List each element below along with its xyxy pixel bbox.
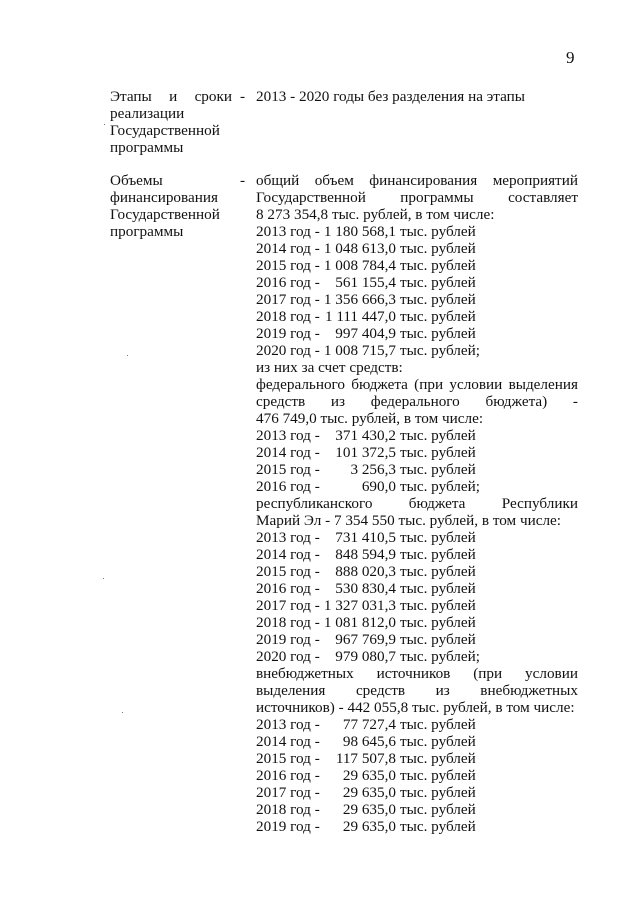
year-label: 2013 год - bbox=[256, 427, 320, 444]
year-row bbox=[256, 427, 476, 444]
extrabudgetary-word: (при bbox=[473, 665, 503, 682]
financing-label-line-4: программы bbox=[110, 223, 184, 240]
year-unit: тыс. рублей bbox=[400, 597, 476, 614]
year-amount: 29 635,0 bbox=[342, 818, 396, 835]
year-label: 2018 год - bbox=[256, 614, 320, 631]
year-unit: тыс. рублей bbox=[400, 818, 476, 835]
year-unit: тыс. рублей; bbox=[400, 342, 480, 359]
federal-line-1 bbox=[256, 376, 578, 393]
extrabudgetary-word: внебюджетных bbox=[480, 682, 578, 699]
financing-intro-line-3: 8 273 354,8 тыс. рублей, в том числе: bbox=[256, 206, 495, 223]
federal-word: условии bbox=[449, 376, 503, 393]
year-unit: тыс. рублей bbox=[400, 461, 476, 478]
year-row bbox=[256, 291, 476, 308]
year-row bbox=[256, 597, 476, 614]
year-row bbox=[256, 546, 476, 563]
intro-word: мероприятий bbox=[492, 172, 578, 189]
year-amount: 77 727,4 bbox=[342, 716, 396, 733]
year-amount: 1 081 812,0 bbox=[323, 614, 396, 631]
year-label: 2016 год - bbox=[256, 274, 320, 291]
year-row bbox=[256, 801, 476, 818]
year-label: 2017 год - bbox=[256, 784, 320, 801]
year-label: 2013 год - bbox=[256, 716, 320, 733]
extrabudgetary-word: выделения bbox=[256, 682, 326, 699]
year-unit: тыс. рублей bbox=[400, 733, 476, 750]
year-amount: 117 507,8 bbox=[335, 750, 396, 767]
year-row bbox=[256, 631, 476, 648]
page-number: 9 bbox=[566, 48, 575, 67]
year-row bbox=[256, 818, 476, 835]
year-row bbox=[256, 444, 476, 461]
year-label: 2016 год - bbox=[256, 478, 320, 495]
year-unit: тыс. рублей bbox=[400, 631, 476, 648]
year-row bbox=[256, 461, 476, 478]
year-label: 2015 год - bbox=[256, 750, 320, 767]
year-label: 2018 год - bbox=[256, 308, 320, 325]
year-row bbox=[256, 342, 480, 359]
extrabudgetary-word: из bbox=[435, 682, 450, 699]
stages-label-word: Этапы bbox=[110, 88, 152, 105]
year-row bbox=[256, 529, 476, 546]
year-row bbox=[256, 478, 480, 495]
year-row bbox=[256, 223, 476, 240]
federal-word: (при bbox=[414, 376, 444, 393]
year-row bbox=[256, 580, 476, 597]
year-label: 2013 год - bbox=[256, 223, 320, 240]
extrabudgetary-line-3: источников) - 442 055,8 тыс. рублей, в том числе: bbox=[256, 699, 575, 716]
year-label: 2015 год - bbox=[256, 257, 320, 274]
year-row bbox=[256, 614, 476, 631]
year-amount: 29 635,0 bbox=[342, 801, 396, 818]
year-unit: тыс. рублей bbox=[400, 529, 476, 546]
sources-intro: из них за счет средств: bbox=[256, 359, 403, 376]
year-unit: тыс. рублей bbox=[400, 223, 476, 240]
year-amount: 888 020,3 bbox=[335, 563, 396, 580]
year-unit: тыс. рублей bbox=[400, 784, 476, 801]
year-row bbox=[256, 240, 476, 257]
year-amount: 1 048 613,0 bbox=[323, 240, 396, 257]
federal-word: выделения bbox=[508, 376, 578, 393]
year-amount: 979 080,7 bbox=[335, 648, 396, 665]
year-label: 2018 год - bbox=[256, 801, 320, 818]
year-amount: 561 155,4 bbox=[335, 274, 396, 291]
year-row bbox=[256, 274, 476, 291]
intro-word: объем bbox=[314, 172, 354, 189]
year-row bbox=[256, 325, 476, 342]
financing-label-line-3: Государственной bbox=[110, 206, 220, 223]
extrabudgetary-word: условии bbox=[525, 665, 578, 682]
year-label: 2014 год - bbox=[256, 240, 320, 257]
year-amount: 1 327 031,3 bbox=[323, 597, 396, 614]
year-amount: 1 111 447,0 bbox=[324, 308, 396, 325]
financing-intro-line-1 bbox=[256, 172, 578, 189]
year-row bbox=[256, 648, 480, 665]
year-label: 2015 год - bbox=[256, 461, 320, 478]
federal-word: бюджета) bbox=[485, 393, 548, 410]
extrabudgetary-word: внебюджетных bbox=[256, 665, 354, 682]
year-unit: тыс. рублей bbox=[400, 308, 476, 325]
intro-word: финансирования bbox=[369, 172, 478, 189]
year-label: 2015 год - bbox=[256, 563, 320, 580]
year-amount: 29 635,0 bbox=[342, 784, 396, 801]
year-amount: 101 372,5 bbox=[335, 444, 396, 461]
year-label: 2016 год - bbox=[256, 767, 320, 784]
scan-speck bbox=[122, 712, 123, 713]
year-amount: 967 769,9 bbox=[335, 631, 396, 648]
year-row bbox=[256, 716, 476, 733]
year-amount: 1 356 666,3 bbox=[323, 291, 396, 308]
republican-word: республиканского bbox=[256, 495, 373, 512]
year-label: 2014 год - bbox=[256, 444, 320, 461]
federal-line-3: 476 749,0 тыс. рублей, в том числе: bbox=[256, 410, 484, 427]
republican-line-1 bbox=[256, 495, 578, 512]
year-unit: тыс. рублей bbox=[400, 750, 476, 767]
year-amount: 29 635,0 bbox=[342, 767, 396, 784]
intro-word: программы bbox=[400, 189, 474, 206]
scan-speck bbox=[103, 578, 104, 579]
republican-word: Республики bbox=[501, 495, 578, 512]
federal-word: из bbox=[330, 393, 346, 410]
year-unit: тыс. рублей bbox=[400, 257, 476, 274]
year-label: 2016 год - bbox=[256, 580, 320, 597]
extrabudgetary-line-1 bbox=[256, 665, 578, 682]
year-unit: тыс. рублей bbox=[400, 614, 476, 631]
year-unit: тыс. рублей bbox=[400, 427, 476, 444]
year-unit: тыс. рублей bbox=[400, 580, 476, 597]
federal-word: бюджета bbox=[351, 376, 408, 393]
year-label: 2013 год - bbox=[256, 529, 320, 546]
year-unit: тыс. рублей bbox=[400, 240, 476, 257]
year-unit: тыс. рублей bbox=[400, 291, 476, 308]
year-unit: тыс. рублей bbox=[400, 801, 476, 818]
year-amount: 690,0 bbox=[361, 478, 396, 495]
year-row bbox=[256, 308, 476, 325]
year-amount: 1 180 568,1 bbox=[323, 223, 396, 240]
year-label: 2020 год - bbox=[256, 648, 320, 665]
financing-label-line-1: Объемы bbox=[110, 172, 163, 189]
year-row bbox=[256, 784, 476, 801]
year-unit: тыс. рублей bbox=[400, 325, 476, 342]
stages-label-line-4: программы bbox=[110, 139, 184, 156]
scan-speck bbox=[104, 124, 105, 125]
year-label: 2017 год - bbox=[256, 597, 320, 614]
year-row bbox=[256, 257, 476, 274]
year-amount: 3 256,3 bbox=[350, 461, 396, 478]
year-label: 2014 год - bbox=[256, 733, 320, 750]
extrabudgetary-word: источников bbox=[376, 665, 451, 682]
year-amount: 1 008 715,7 bbox=[323, 342, 396, 359]
year-label: 2019 год - bbox=[256, 818, 320, 835]
year-label: 2019 год - bbox=[256, 325, 320, 342]
federal-word: федерального bbox=[370, 393, 460, 410]
year-amount: 98 645,6 bbox=[342, 733, 396, 750]
intro-word: составляет bbox=[508, 189, 578, 206]
republican-word: бюджета bbox=[408, 495, 466, 512]
year-unit: тыс. рублей bbox=[400, 767, 476, 784]
year-unit: тыс. рублей; bbox=[400, 648, 480, 665]
year-unit: тыс. рублей bbox=[400, 274, 476, 291]
year-amount: 371 430,2 bbox=[335, 427, 396, 444]
stages-label-word: и bbox=[169, 88, 178, 105]
extrabudgetary-word: средств bbox=[355, 682, 406, 699]
federal-word: федерального bbox=[256, 376, 345, 393]
year-label: 2014 год - bbox=[256, 546, 320, 563]
year-row bbox=[256, 733, 476, 750]
year-row bbox=[256, 750, 476, 767]
stages-label-line-2: реализации bbox=[110, 105, 185, 122]
federal-line-2 bbox=[256, 393, 578, 410]
year-label: 2019 год - bbox=[256, 631, 320, 648]
financing-dash: - bbox=[240, 172, 246, 189]
stages-value: 2013 - 2020 годы без разделения на этапы bbox=[256, 88, 525, 105]
year-unit: тыс. рублей; bbox=[400, 478, 480, 495]
year-row bbox=[256, 563, 476, 580]
year-amount: 997 404,9 bbox=[335, 325, 396, 342]
scan-speck bbox=[127, 355, 128, 356]
year-row bbox=[256, 767, 476, 784]
year-unit: тыс. рублей bbox=[400, 546, 476, 563]
stages-label-word: сроки bbox=[194, 88, 232, 105]
financing-intro-line-2 bbox=[256, 189, 578, 206]
intro-word: Государственной bbox=[256, 189, 366, 206]
year-amount: 731 410,5 bbox=[335, 529, 396, 546]
republican-line-2: Марий Эл - 7 354 550 тыс. рублей, в том числе: bbox=[256, 512, 562, 529]
stages-dash: - bbox=[240, 88, 246, 105]
federal-word: - bbox=[572, 393, 578, 410]
year-unit: тыс. рублей bbox=[400, 444, 476, 461]
year-label: 2017 год - bbox=[256, 291, 320, 308]
year-amount: 1 008 784,4 bbox=[323, 257, 396, 274]
federal-word: средств bbox=[256, 393, 306, 410]
stages-label-line-1 bbox=[110, 88, 232, 105]
year-unit: тыс. рублей bbox=[400, 716, 476, 733]
year-label: 2020 год - bbox=[256, 342, 320, 359]
year-amount: 848 594,9 bbox=[335, 546, 396, 563]
intro-word: общий bbox=[256, 172, 300, 189]
financing-label-line-2: финансирования bbox=[110, 189, 218, 206]
extrabudgetary-line-2 bbox=[256, 682, 578, 699]
year-unit: тыс. рублей bbox=[400, 563, 476, 580]
year-amount: 530 830,4 bbox=[335, 580, 396, 597]
stages-label-line-3: Государственной bbox=[110, 122, 220, 139]
